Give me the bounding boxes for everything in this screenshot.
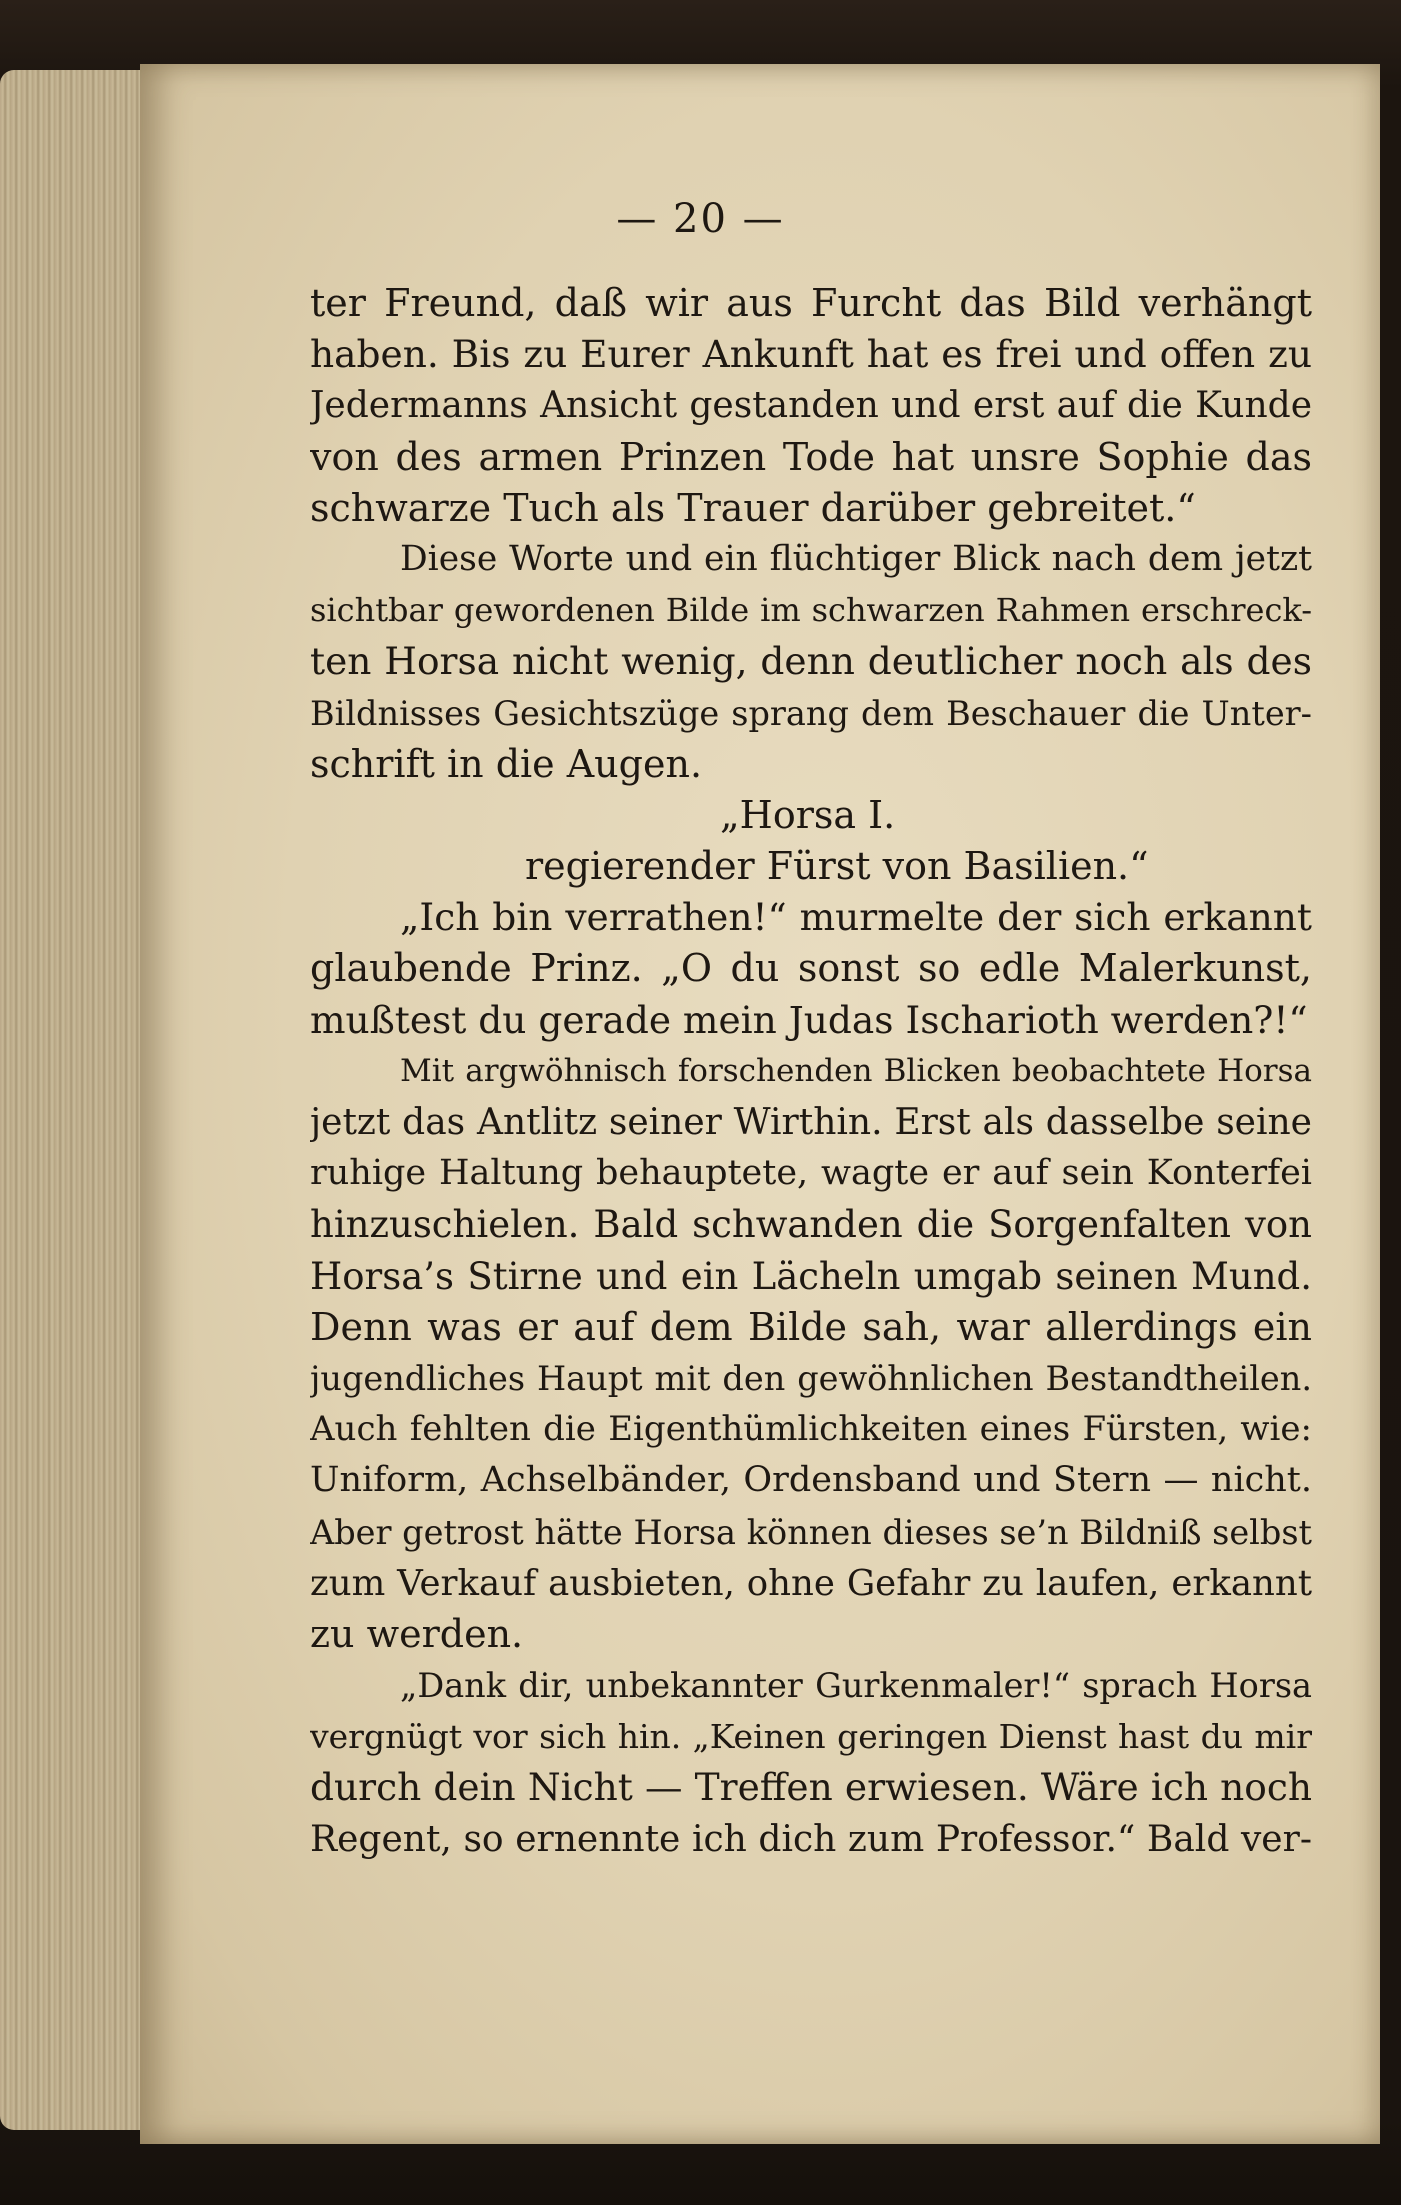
text-line: „Horsa I. — [720, 792, 896, 837]
text-line: zum Verkauf ausbieten, ohne Gefahr zu laufen, erkannt — [310, 1562, 1312, 1604]
text-line: regierender Fürst von Basilien.“ — [525, 844, 1149, 889]
text-line: „Ich bin verrathen!“ murmelte der sich erkannt — [400, 895, 1312, 940]
text-line: „Dank dir, unbekannter Gurkenmaler!“ sprach Horsa — [400, 1666, 1312, 1706]
text-line: Jedermanns Ansicht gestanden und erst auf die Kunde — [310, 385, 1312, 427]
text-line: von des armen Prinzen Tode hat unsre Sophie das — [310, 434, 1312, 479]
text-line: Uniform, Achselbänder, Ordensband und Stern — nicht. — [310, 1460, 1312, 1501]
text-line: ruhige Haltung behauptete, wagte er auf sein Konterfei — [310, 1153, 1312, 1194]
text-line: hinzuschielen. Bald schwanden die Sorgenfalten von — [310, 1203, 1312, 1247]
text-line: zu werden. — [310, 1611, 524, 1656]
text-line: Bildnisses Gesichtszüge sprang dem Beschauer die Unter- — [310, 693, 1312, 733]
text-line: Denn was er auf dem Bilde sah, war allerdings ein — [310, 1304, 1312, 1349]
text-line: Regent, so ernennte ich dich zum Professor.“ Bald ver- — [310, 1818, 1312, 1860]
page-edges — [0, 70, 150, 2130]
text-line: vergnügt vor sich hin. „Keinen geringen Dienst hast du mir — [310, 1717, 1312, 1757]
text-line: Diese Worte und ein flüchtiger Blick nach dem jetzt — [400, 538, 1312, 579]
text-line: Mit argwöhnisch forschenden Blicken beobachtete Horsa — [400, 1052, 1312, 1089]
text-line: jetzt das Antlitz seiner Wirthin. Erst als dasselbe seine — [310, 1102, 1312, 1143]
text-line: schrift in die Augen. — [310, 741, 703, 786]
text-line: ten Horsa nicht wenig, denn deutlicher noch als des — [310, 639, 1312, 684]
text-line: glaubende Prinz. „O du sonst so edle Malerkunst, — [310, 946, 1312, 991]
text-block — [310, 278, 1312, 1865]
text-line: mußtest du gerade mein Judas Ischarioth werden?!“ — [310, 997, 1308, 1042]
text-line: ter Freund, daß wir aus Furcht das Bild verhängt — [310, 281, 1312, 325]
page-number: — 20 — — [616, 196, 785, 242]
text-line: Auch fehlten die Eigenthümlichkeiten eines Fürsten, wie: — [310, 1409, 1312, 1450]
text-line: jugendliches Haupt mit den gewöhnlichen Bestandtheilen. — [310, 1358, 1312, 1398]
text-line: schwarze Tuch als Trauer darüber gebreitet.“ — [310, 485, 1196, 530]
text-line: haben. Bis zu Eurer Ankunft hat es frei und offen zu — [310, 332, 1312, 377]
text-line: Horsa’s Stirne und ein Lächeln umgab seinen Mund. — [310, 1254, 1312, 1298]
text-line: Aber getrost hätte Horsa können dieses se’n Bildniß selbst — [310, 1512, 1312, 1552]
text-line: sichtbar gewordenen Bilde im schwarzen Rahmen erschreck- — [310, 591, 1312, 630]
text-line: durch dein Nicht — Treffen erwiesen. Wäre ich noch — [310, 1765, 1312, 1810]
